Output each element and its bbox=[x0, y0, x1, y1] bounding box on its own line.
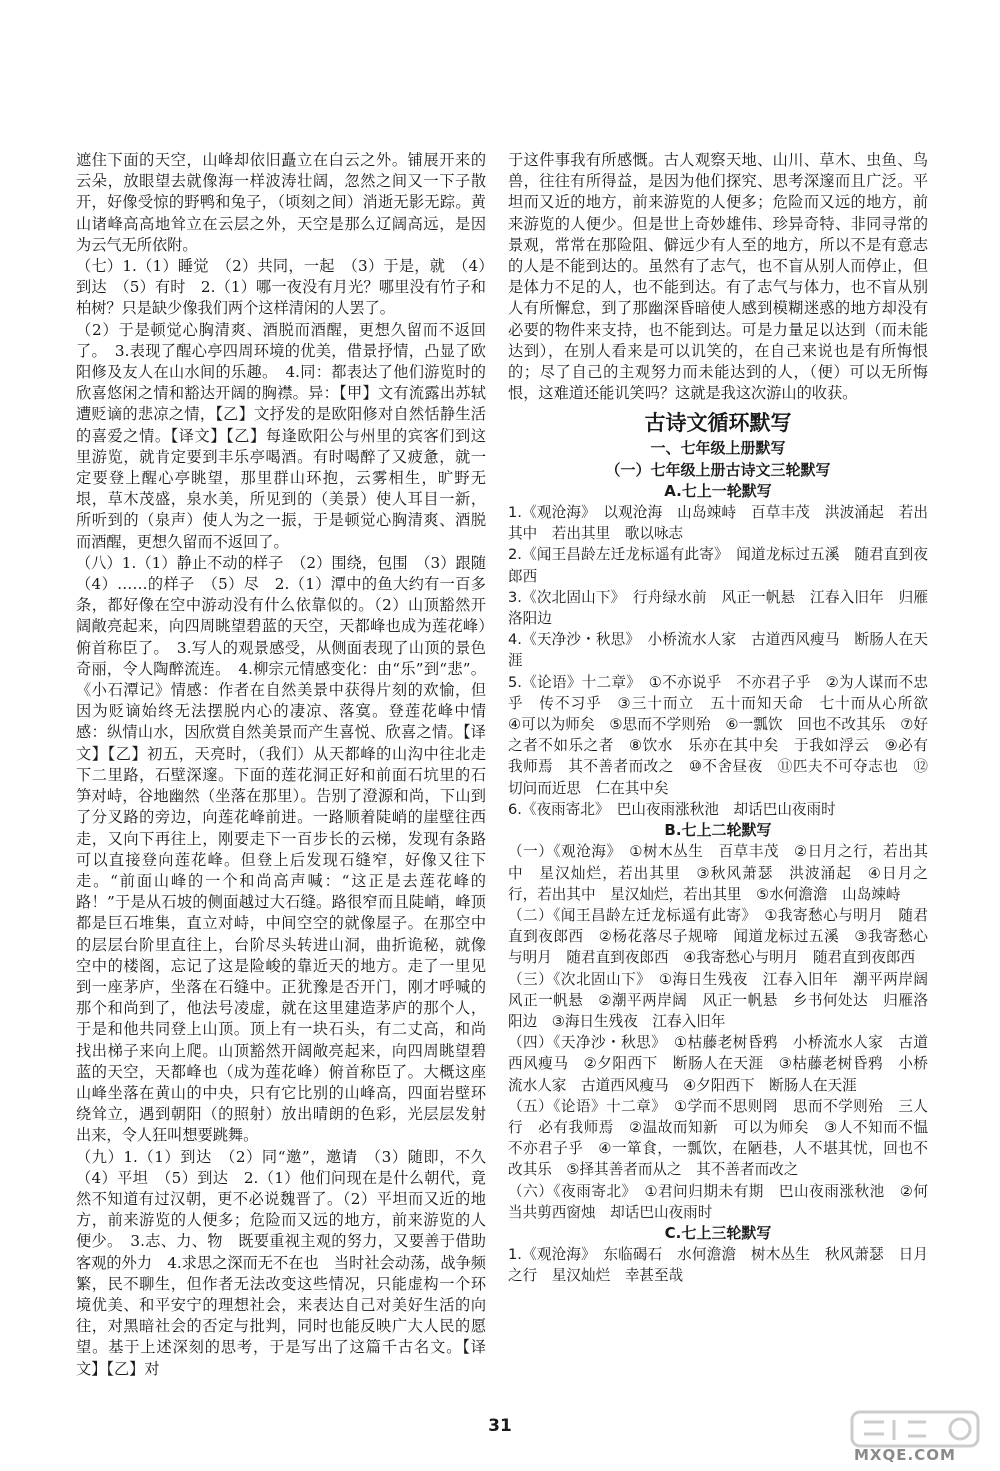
section-title: 古诗文循环默写 bbox=[644, 411, 792, 436]
page-number: 31 bbox=[488, 1416, 512, 1436]
recitation-item: 1.《观沧海》 东临碣石 水何澹澹 树木丛生 秋风萧瑟 日月之行 星汉灿烂 幸甚至哉 bbox=[508, 1246, 928, 1285]
answer-paragraph: （七）1.（1）睡觉 （2）共同，一起 （3）于是，就 （4）到达 （5）有时 2.（1）哪一夜没有月光？哪里没有竹子和柏树？只是缺少像我们两个这样清闲的人罢了。 bbox=[76, 257, 486, 318]
answer-paragraph: （2）于是顿觉心胸清爽、酒脱而酒醒，更想久留而不返回了。 3.表现了醒心亭四周环境的优美，借景抒情，凸显了欧阳修及友人在山水间的乐趣。 4.同：都表达了他们游览时的欣喜悠闲之情和豁达开阔的胸襟。异：【甲】文有流露出苏轼遭贬谪的悲凉之情，【乙】文抒发的是欧阳修对自然恬静生活的喜爱之情。【译文】【乙】每逢欧阳公与州里的宾客们到这里游览，就肯定要到丰乐亭喝酒。有时喝醉了又疲惫，就一定要登上醒心亭眺望，那里群山环抱，云雾相生，旷野无垠，草木茂盛，泉水美，所见到的（美景）使人耳目一新，所听到的（泉声）使人为之一振，于是顿觉心胸清爽、酒脱而酒醒，更想久留而不返回了。 bbox=[76, 320, 486, 551]
group-title-b: B.七上二轮默写 bbox=[664, 821, 772, 840]
recitation-item: （五）《论语》十二章》 ①学而不思则罔 思而不学则殆 三人行 必有我师焉 ②温故而知新 可以为师矣 ③人不知而不愠 不亦君子乎 ④一箪食，一瓢饮，在陋巷，人不堪其忧，回也不改其乐 ⑤择其善者而从之 其不善者而改之 bbox=[508, 1097, 943, 1179]
group-title-a: A.七上一轮默写 bbox=[664, 481, 772, 500]
answer-paragraph: （九）1.（1）到达 （2）同“邀”，邀请 （3）随即，不久 （4）平坦 （5）到达 2.（1）他们问现在是什么朝代，竟然不知道有过汉朝，更不必说魏晋了。（2）平坦而又近的地方，前来游览的人便多；危险而又远的地方，前来游览的人便少。 3.志、力、物 既要重视主观的努力，又要善于借助客观的外力 4.求思之深而无不在也 当时社会动荡，战争频繁，民不聊生，但作者无法改变这些情况，只能虚构一个环境优美、和平安宁的理想社会，来表达自己对美好生活的向往，对黑暗社会的否定与批判，同时也能反映广大人民的愿望。基于上述深刻的思考，于是写出了这篇千古名文。【译文】【乙】对 bbox=[76, 1147, 502, 1378]
recitation-item: 5.《论语》十二章》 ①不亦说乎 不亦君子乎 ②为人谋而不忠乎 传不习乎 ③三十而立 五十而知天命 七十而从心所欲 ④可以为师矣 ⑤思而不学则殆 ⑥一瓢饮 回也不改其乐 ⑦好之者不如乐之者 ⑧饮水 乐亦在其中矣 于我如浮云 ⑨必有我师焉 其不善者而改之 ⑩不舍昼夜 ⑪匹夫不可夺志也 ⑫切问而近思 仁在其中矣 bbox=[508, 673, 943, 797]
recitation-item: （二）《闻王昌龄左迁龙标遥有此寄》 ①我寄愁心与明月 随君直到夜郎西 ②杨花落尽子规啼 闻道龙标过五溪 ③我寄愁心与明月 随君直到夜郎西 ④我寄愁心与明月 随君直到夜郎西 bbox=[508, 906, 928, 967]
answer-paragraph: （八）1.（1）静止不动的样子 （2）围绕，包围 （3）跟随 （4）……的样子 （5）尽 2.（1）潭中的鱼大约有一百多条，都好像在空中游动没有什么依靠似的。（2）山顶豁然开阔敞亮起来，向四周眺望碧蓝的天空，天都峰也成为莲花峰）俯首称臣了。 3.写人的观景感受，从侧面表现了山顶的景色奇丽，令人陶醉流连。 4.柳宗元情感变化：由“乐”到“悲”。《小石潭记》情感：作者在自然美景中获得片刻的欢愉，但因为贬谪始终无法摆脱内心的凄凉、落寞。登莲花峰中情感：纵情山水，因欣赏自然美景而产生喜悦、欣喜之情。【译文】【乙】初五，天亮时，（我们）从天都峰的山沟中往北走下二里路，石壁深邃。下面的莲花洞正好和前面石坑里的石笋对峙，谷地幽然（坐落在那里）。告别了澄源和尚，下山到了分叉路的旁边，向莲花峰前进。一路顺着陡峭的崖壁往西走，又向下再往上，刚要走下一百步长的云梯，发现有条路可以直接登向莲花峰。但登上后发现石缝窄，好像又往下走。“前面山峰的一个和尚高声喊：“这正是去莲花峰的路！”于是从石坡的侧面越过大石缝。路很窄而且陡峭，峰顶都是巨石堆集，直立对峙，中间空空的就像屋子。在那空中的层层台阶里直往上，台阶尽头转进山洞，曲折诡秘，就像空中的楼阁，忘记了这是险峻的靠近天的地方。走了一里见到一座茅庐，坐落在石缝中。正犹豫是否开门，刚才呼喊的那个和尚到了，他法号凌虚，就在这里建造茅庐的那个人，于是和他共同登上山顶。顶上有一块石头，有二丈高，和尚找出梯子来向上爬。山顶豁然开阔敞亮起来，向四周眺望碧蓝的天空，天都峰也（成为莲花峰）俯首称臣了。大概这座山峰坐落在黄山的中央，只有它比别的山峰高，四面岩壁环绕耸立，遇到朝阳（的照射）放出晴朗的色彩，光层层发射出来，令人狂叫想要跳舞。 bbox=[76, 553, 502, 1145]
recitation-item: 3.《次北固山下》 行舟绿水前 风正一帆悬 江春入旧年 归雁洛阳边 bbox=[508, 588, 928, 628]
sub-title: （一）七年级上册古诗文三轮默写 bbox=[605, 460, 831, 479]
recitation-item: 4.《天净沙・秋思》 小桥流水人家 古道西风瘦马 断肠人在天涯 bbox=[508, 631, 928, 670]
recitation-item: 1.《观沧海》 以观沧海 山岛竦峙 百草丰茂 洪波涌起 若出其中 若出其里 歌以咏志 bbox=[508, 504, 928, 543]
right-column bbox=[508, 150, 943, 1287]
group-title-c: C.七上三轮默写 bbox=[664, 1223, 772, 1242]
recitation-item: （四）《天净沙・秋思》 ①枯藤老树昏鸦 小桥流水人家 古道西风瘦马 ②夕阳西下 断肠人在天涯 ③枯藤老树昏鸦 小桥流水人家 古道西风瘦马 ④夕阳西下 断肠人在天涯 bbox=[508, 1034, 928, 1094]
answer-paragraph: 遮住下面的天空，山峰却依旧矗立在白云之外。铺展开来的云朵，放眼望去就像海一样波涛壮阔，忽然之间又一下子散开，好像受惊的野鸭和兔子，（顷刻之间）消逝无影无踪。黄山诸峰高高地耸立在云层之外，天空是那么辽阔高远，是因为云气无所依附。 bbox=[76, 151, 486, 254]
recitation-item: 2.《闻王昌龄左迁龙标遥有此寄》 闻道龙标过五溪 随君直到夜郎西 bbox=[508, 546, 928, 585]
recitation-item: （三）《次北固山下》 ①海日生残夜 江春入旧年 潮平两岸阔 风正一帆悬 ②潮平两岸阔 风正一帆悬 乡书何处达 归雁洛阳边 ③海日生残夜 江春入旧年 bbox=[508, 970, 943, 1030]
watermark-text: MXQE.COM bbox=[854, 1446, 956, 1464]
sub-title: 一、七年级上册默写 bbox=[650, 439, 786, 458]
recitation-item: 6.《夜雨寄北》 巴山夜雨涨秋池 却话巴山夜雨时 bbox=[508, 800, 836, 818]
left-column bbox=[76, 150, 502, 1380]
recitation-item: （一）《观沧海》 ①树木丛生 百草丰茂 ②日月之行，若出其中 星汉灿烂，若出其里 ③秋风萧瑟 洪波涌起 ④日月之行，若出其中 星汉灿烂，若出其里 ⑤水何澹澹 山岛竦峙 bbox=[508, 843, 928, 903]
translation-paragraph: 于这件事我有所感慨。古人观察天地、山川、草木、虫鱼、鸟兽，往往有所得益，是因为他们探究、思考深邃而且广泛。平坦而又近的地方，前来游览的人便多；危险而又远的地方，前来游览的人便少。但是世上奇妙雄伟、珍异奇特、非同寻常的景观，常常在那险阻、僻远少有人至的地方，所以不是有意志的人是不能到达的。虽然有了志气，也不盲从别人而停止，但是体力不足的人，也不能到达。有了志气与体力，也不盲从别人有所懈怠，到了那幽深昏暗使人感到模糊迷惑的地方却没有必要的物件来支持，也不能到达。可是力量足以达到（而未能达到），在别人看来是可以讥笑的，在自己来说也是有所悔恨的；尽了自己的主观努力而未能达到的人，（便）可以无所悔恨，这难道还能讥笑吗？这就是我这次游山的收获。 bbox=[508, 151, 928, 403]
recitation-item: （六）《夜雨寄北》 ①君问归期未有期 巴山夜雨涨秋池 ②何当共剪西窗烛 却话巴山夜雨时 bbox=[508, 1182, 928, 1221]
